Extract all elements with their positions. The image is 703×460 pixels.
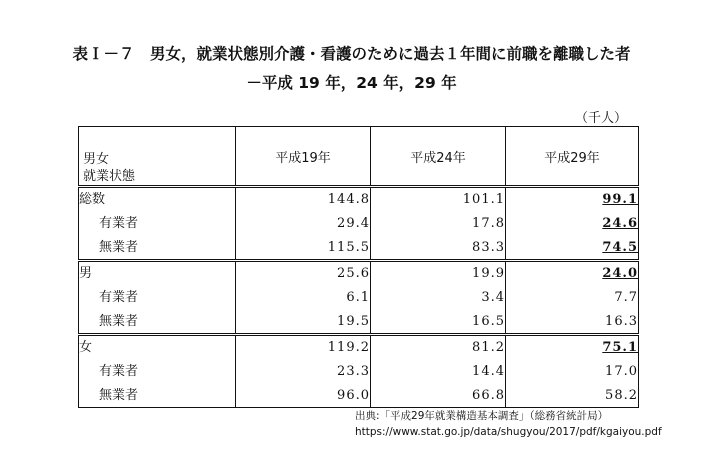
unit-label: （千人） xyxy=(575,111,628,126)
row-label: 有業者 xyxy=(79,286,236,310)
table-cell: 16.5 xyxy=(371,309,506,334)
table-cell-highlight: 99.1 xyxy=(506,187,639,212)
column-header-h19: 平成19年 xyxy=(236,127,371,187)
table-cell: 14.4 xyxy=(371,360,506,384)
column-header-h24: 平成24年 xyxy=(371,127,506,187)
statistics-table xyxy=(78,126,639,408)
table-cell: 66.8 xyxy=(371,384,506,408)
header-status-label: 就業状態 xyxy=(83,169,136,184)
row-label: 無業者 xyxy=(79,384,236,408)
table-cell: 58.2 xyxy=(506,384,639,408)
table-cell-highlight: 24.6 xyxy=(506,212,639,236)
table-header-row xyxy=(79,127,639,187)
table-cell: 25.6 xyxy=(236,261,371,286)
header-sex-label: 男女 xyxy=(83,152,110,167)
table-cell: 3.4 xyxy=(371,286,506,310)
table-cell: 96.0 xyxy=(236,384,371,408)
row-label: 無業者 xyxy=(79,309,236,334)
table-cell: 144.8 xyxy=(236,187,371,212)
table-row-total xyxy=(79,187,639,212)
source-citation: 出典:「平成29年就業構造基本調査」（総務省統計局） xyxy=(355,410,609,422)
table-cell: 17.0 xyxy=(506,360,639,384)
table-cell: 19.5 xyxy=(236,309,371,334)
row-label: 総数 xyxy=(79,187,236,212)
row-label: 有業者 xyxy=(79,212,236,236)
table-row xyxy=(79,212,639,236)
header-corner xyxy=(79,127,236,187)
page-title: 表Ｉ－７ 男女，就業状態別介護・看護のために過去１年間に前職を離職した者 xyxy=(72,45,631,63)
table-cell: 101.1 xyxy=(371,187,506,212)
table-row xyxy=(79,384,639,408)
row-label: 男 xyxy=(79,261,236,286)
table-cell: 16.3 xyxy=(506,309,639,334)
table-row xyxy=(79,235,639,260)
table-row-female xyxy=(79,335,639,360)
table-cell-highlight: 75.1 xyxy=(506,335,639,360)
row-label: 有業者 xyxy=(79,360,236,384)
table-cell: 83.3 xyxy=(371,235,506,260)
table-cell: 115.5 xyxy=(236,235,371,260)
table-cell: 23.3 xyxy=(236,360,371,384)
table-cell: 7.7 xyxy=(506,286,639,310)
table-cell: 29.4 xyxy=(236,212,371,236)
table-cell: 119.2 xyxy=(236,335,371,360)
table-row xyxy=(79,360,639,384)
table-row xyxy=(79,286,639,310)
row-label: 女 xyxy=(79,335,236,360)
table-cell: 6.1 xyxy=(236,286,371,310)
table-cell: 19.9 xyxy=(371,261,506,286)
table-cell-highlight: 24.0 xyxy=(506,261,639,286)
table-cell-highlight: 74.5 xyxy=(506,235,639,260)
table-cell: 81.2 xyxy=(371,335,506,360)
page-subtitle: －平成 19 年，24 年，29 年 xyxy=(246,74,457,92)
table-cell: 17.8 xyxy=(371,212,506,236)
source-url[interactable]: https://www.stat.go.jp/data/shugyou/2017/pdf/kgaiyou.pdf xyxy=(355,426,662,438)
table-row xyxy=(79,309,639,334)
row-label: 無業者 xyxy=(79,235,236,260)
column-header-h29: 平成29年 xyxy=(506,127,639,187)
table-row-male xyxy=(79,261,639,286)
